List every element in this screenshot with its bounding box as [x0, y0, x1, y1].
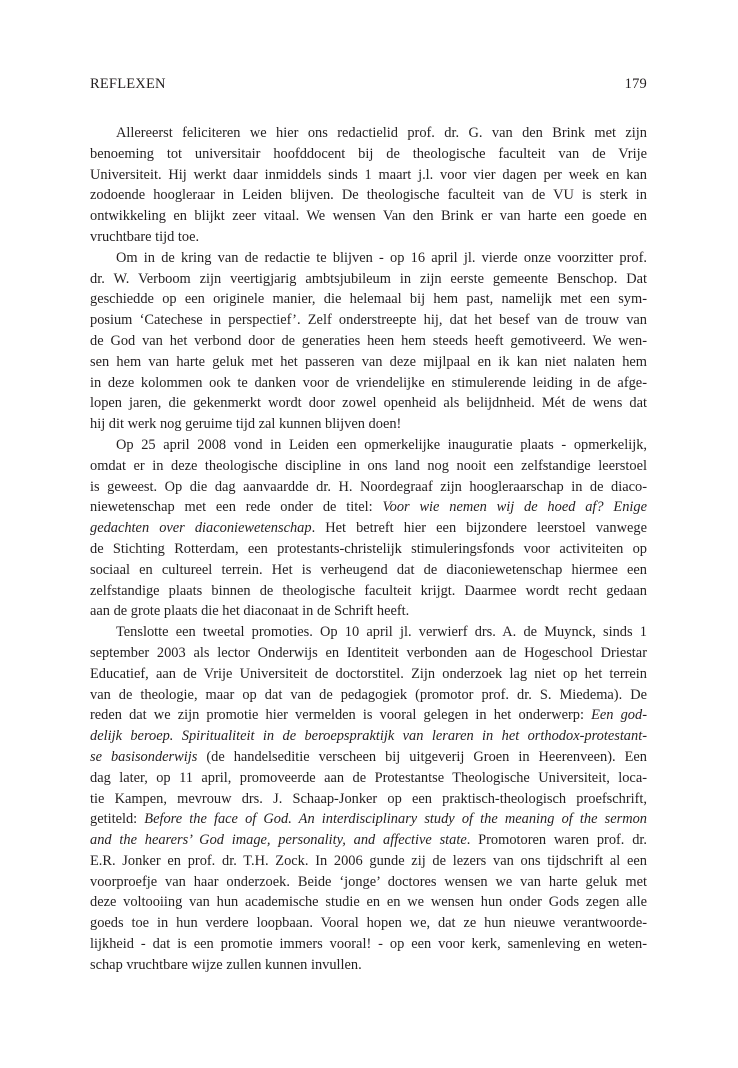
italic-title-segment: and the hearers’ God image, personality, and affective state [90, 832, 467, 849]
text-line [90, 643, 647, 664]
text-line [90, 227, 647, 248]
text-line [90, 685, 647, 706]
text-line [90, 331, 647, 352]
text-segment: voorproefje van haar onderzoek. Beide ‘jonge’ doctores wensen we van harte geluk met [90, 873, 647, 890]
text-line [90, 851, 647, 872]
text-line [90, 123, 647, 144]
text-line [90, 497, 647, 518]
text-segment: sen hem van harte geluk met het passeren van deze mijlpaal en ik kan niet nalaten hem [90, 353, 647, 370]
text-segment: de God van het verbond door de generaties heen hem steeds heeft gemotiveerd. We wen- [90, 332, 647, 349]
text-line [90, 269, 647, 290]
italic-title-segment: delijk beroep. Spiritualiteit in de beroepspraktijk van leraren in het orthodox-protestant- [90, 728, 647, 745]
text-line [90, 747, 647, 768]
text-line [90, 144, 647, 165]
text-line [90, 601, 647, 622]
text-line [90, 248, 647, 269]
text-line [90, 892, 647, 913]
text-segment: omdat er in deze theologische discipline in ons land nog nooit een zelfstandige leerstoel [90, 457, 647, 474]
text-segment: de Stichting Rotterdam, een protestants-christelijk stimuleringsfonds voor activiteiten op [90, 540, 647, 557]
text-line [90, 393, 647, 414]
text-line [90, 664, 647, 685]
italic-title-segment: Een god- [591, 707, 647, 724]
text-segment: vruchtbare tijd toe. [90, 228, 200, 245]
text-segment: aan de grote plaats die het diaconaat in de Schrift heeft. [90, 603, 410, 620]
text-line [90, 165, 647, 186]
text-line [90, 310, 647, 331]
running-title: REFLEXEN [90, 76, 166, 92]
text-segment: geschiedde op een originele manier, die helemaal bij hem past, namelijk met een sym- [90, 291, 647, 308]
text-segment: lijkheid - dat is een promotie immers vooral! - op een voor kerk, samenleving en weten- [90, 936, 647, 953]
text-line [90, 373, 647, 394]
text-line [90, 955, 647, 976]
text-line [90, 414, 647, 435]
paragraph [90, 248, 647, 435]
text-segment: Tenslotte een tweetal promoties. Op 10 april jl. verwierf drs. A. de Muynck, sinds 1 [116, 624, 647, 641]
text-line [90, 539, 647, 560]
text-segment: tie Kampen, mevrouw drs. J. Schaap-Jonker op een praktisch-theologisch proefschrift, [90, 790, 647, 807]
text-segment: E.R. Jonker en prof. dr. T.H. Zock. In 2006 gunde zij de lezers van ons tijdschrift al een [90, 852, 647, 869]
text-line [90, 185, 647, 206]
text-line [90, 435, 647, 456]
text-line [90, 768, 647, 789]
text-line [90, 913, 647, 934]
text-segment: (de handelseditie verscheen bij uitgeverij Groen in Heerenveen). Een [197, 748, 647, 765]
italic-title-segment: Voor wie nemen wij de hoed af? Enige [382, 499, 647, 516]
italic-title-segment: gedachten over diaconiewetenschap [90, 520, 312, 537]
text-segment: . Het betreft hier een bijzondere leerstoel vanwege [311, 520, 647, 537]
text-line [90, 456, 647, 477]
text-line [90, 581, 647, 602]
paragraph [90, 435, 647, 622]
text-segment: dr. W. Verboom zijn veertigjarig ambtsjubileum in zijn eerste gemeente Benschop. Dat [90, 270, 647, 287]
paragraph [90, 622, 647, 976]
text-segment: in deze kolommen ook te danken voor de vriendelijke en stimulerende leiding in de afge- [90, 374, 647, 391]
text-segment: benoeming tot universitair hoofddocent bij de theologische faculteit van de Vrije [90, 145, 647, 162]
text-segment: Universiteit. Hij werkt daar inmiddels sinds 1 maart j.l. voor vier dagen per week en kan [90, 166, 647, 183]
text-segment: schap vruchtbare wijze zullen kunnen invullen. [90, 956, 362, 973]
text-segment: Om in de kring van de redactie te blijven - op 16 april jl. vierde onze voorzitter prof. [116, 249, 647, 266]
text-line [90, 872, 647, 893]
text-line [90, 705, 647, 726]
paragraph [90, 123, 647, 248]
text-line [90, 809, 647, 830]
text-segment: goeds toe in hun verdere loopbaan. Vooral hopen we, dat ze hun nieuwe verantwoorde- [90, 915, 647, 932]
text-line [90, 830, 647, 851]
text-segment: deze voltooiing van hun academische studie en en we wensen hun onder Gods zegen alle [90, 894, 647, 911]
text-line [90, 289, 647, 310]
text-segment: zelfstandige plaats binnen de theologische faculteit krijgt. Daarmee wordt recht gedaan [90, 582, 647, 599]
page-number: 179 [624, 76, 647, 92]
text-segment: hij dit werk nog geruime tijd zal kunnen blijven doen! [90, 416, 402, 433]
text-segment: is geweest. Op die dag aanvaardde dr. H. Noordegraaf zijn hoogleraarschap in de diaco- [90, 478, 647, 495]
article-body [90, 123, 647, 976]
text-segment: reden dat we zijn promotie hier vermelden is vooral gelegen in het onderwerp: [90, 707, 592, 724]
text-segment: september 2003 als lector Onderwijs en Identiteit verbonden aan de Hogeschool Driestar [90, 644, 647, 661]
text-line [90, 726, 647, 747]
text-segment: ontwikkeling en blijkt zeer vitaal. We wensen Van den Brink er van harte een goede en [90, 208, 647, 225]
italic-title-segment: Before the face of God. An interdisciplinary study of the meaning of the sermon [144, 811, 647, 828]
text-segment: . Promotoren waren prof. dr. [466, 832, 647, 849]
text-segment: Op 25 april 2008 vond in Leiden een opmerkelijke inauguratie plaats - opmerkelijk, [116, 436, 647, 453]
text-segment: lopen jaren, die gekenmerkt wordt door zowel openheid als belijdnheid. Mét de wens dat [90, 395, 647, 412]
text-line [90, 789, 647, 810]
text-line [90, 518, 647, 539]
italic-title-segment: se basisonderwijs [90, 748, 198, 765]
text-segment: van de theologie, maar op dat van de pedagogiek (promotor prof. dr. S. Miedema). De [90, 686, 647, 703]
text-segment: dag later, op 11 april, promoveerde aan de Protestantse Theologische Universiteit, loca- [90, 769, 647, 786]
text-line [90, 622, 647, 643]
running-header [90, 76, 647, 93]
text-line [90, 560, 647, 581]
text-segment: posium ‘Catechese in perspectief’. Zelf onderstreepte hij, dat het besef van de trouw van [90, 312, 647, 329]
text-line [90, 206, 647, 227]
text-line [90, 352, 647, 373]
text-line [90, 934, 647, 955]
text-segment: niewetenschap met een rede onder de titel: [90, 499, 383, 516]
text-line [90, 477, 647, 498]
text-segment: getiteld: [90, 811, 145, 828]
text-segment: Educatief, aan de Vrije Universiteit de doctorstitel. Zijn onderzoek lag niet op het terrein [90, 665, 647, 682]
text-segment: zodoende hoogleraar in Leiden blijven. De theologische faculteit van de VU is sterk in [90, 187, 647, 204]
text-segment: Allereerst feliciteren we hier ons redactielid prof. dr. G. van den Brink met zijn [116, 125, 647, 141]
text-segment: sociaal en cultureel terrein. Het is verheugend dat de diaconiewetenschap hiermee een [90, 561, 647, 578]
